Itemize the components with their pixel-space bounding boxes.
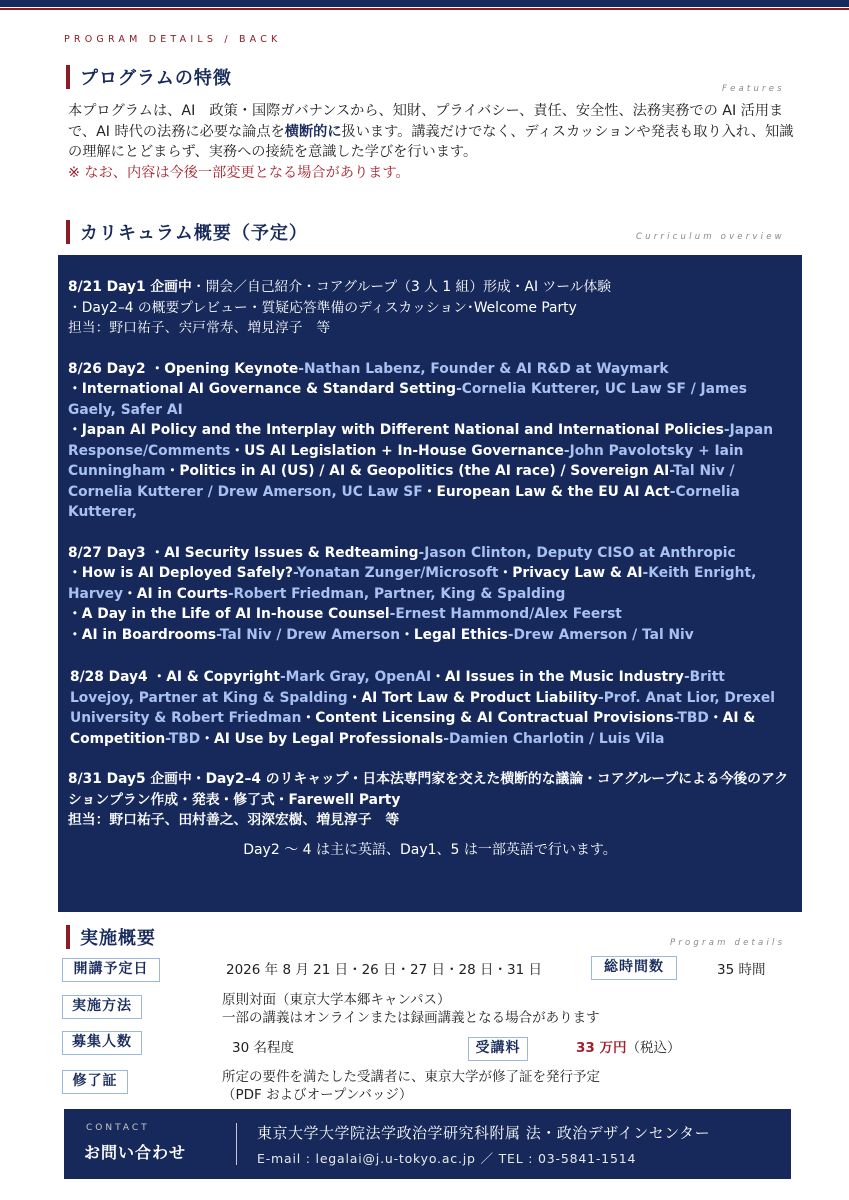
method-label: 実施方法 xyxy=(62,995,142,1019)
contact-organization: 東京大学大学院法学政治学研究科附属 法・政治デザインセンター xyxy=(257,1124,711,1142)
day3-block xyxy=(68,543,792,646)
top-rule-accent xyxy=(0,8,849,10)
hours-label: 総時間数 xyxy=(591,956,677,980)
day5-text: 8/31 Day5 企画中・Day2–4 のリキャップ・日本法専門家を交えた横断的な議論・コアグループによる今後のアクションプラン作成・発表・修了式・Farewell Party xyxy=(68,771,789,808)
cert-line1: 所定の要件を満たした受講者に、東京大学が修了証を発行予定 xyxy=(222,1069,600,1085)
cert-line2: （PDF およびオープンバッジ） xyxy=(222,1087,413,1103)
day3-session: ・AI in Courts xyxy=(123,585,228,602)
day5-staff: 担当：野口祐子、田村善之、羽深宏樹、増見淳子 等 xyxy=(68,812,400,828)
contact-jp-label: お問い合わせ xyxy=(84,1143,187,1162)
day4-speaker: -Damien Charlotin / Luis Vila xyxy=(443,730,665,747)
day4-session: AI & Copyright xyxy=(166,669,280,685)
page-eyebrow: PROGRAM DETAILS / BACK xyxy=(64,34,282,45)
day4-head: 8/28 Day4 ・ xyxy=(70,669,167,685)
day2-speaker: -Nathan Labenz, Founder & AI R&D at Waymark xyxy=(298,360,669,377)
day4-speaker: -Prof. Anat Lior, Drexel University & Robert Friedman xyxy=(70,689,776,726)
day1-line2: ・Day2–4 の概要プレビュー・質疑応答準備のディスカッション･Welcome Party xyxy=(68,299,577,316)
date-label: 開講予定日 xyxy=(62,958,160,982)
day3-speaker: -Keith Enright, Harvey xyxy=(68,565,757,602)
day4-session: ・AI Use by Legal Professionals xyxy=(200,730,444,747)
day3-speaker: -Jason Clinton, Deputy CISO at Anthropic xyxy=(418,544,736,561)
method-line2: 一部の講義はオンラインまたは録画講義となる場合があります xyxy=(222,1010,600,1026)
features-body xyxy=(68,101,796,183)
day4-block xyxy=(68,667,792,749)
day3-session: ・A Day in the Life of AI In-house Counsel xyxy=(68,606,390,622)
day3-session: ・Privacy Law & AI xyxy=(498,565,643,581)
day2-session: ・European Law & the EU AI Act xyxy=(422,483,670,500)
day4-session: ・Content Licensing & AI Contractual Provisions xyxy=(301,710,674,726)
method-line1: 原則対面（東京大学本郷キャンパス） xyxy=(222,992,451,1008)
day4-speaker: -TBD xyxy=(165,730,201,747)
day1-block xyxy=(68,277,792,339)
day4-session: ・AI Issues in the Music Industry xyxy=(431,669,684,685)
day2-speaker: -Cornelia Kutterer, xyxy=(68,483,740,520)
features-title: プログラムの特徴 xyxy=(66,64,232,90)
certificate-label: 修了証 xyxy=(62,1070,128,1094)
day5-block xyxy=(68,769,792,831)
day2-speaker: -Cornelia Kutterer, UC Law SF / James Gaely, Safer AI xyxy=(68,381,747,418)
details-en-label: Program details xyxy=(670,938,786,948)
day3-session: ・Legal Ethics xyxy=(400,626,508,643)
fee-value xyxy=(576,1039,681,1057)
fee-label: 受講料 xyxy=(468,1037,528,1061)
curriculum-title: カリキュラム概要（予定） xyxy=(66,219,308,245)
day3-head: 8/27 Day3 ・ xyxy=(68,544,165,561)
day4-session: ・AI Tort Law & Product Liability xyxy=(347,689,598,706)
day4-speaker: -TBD xyxy=(673,710,709,726)
features-note: ※ なお、内容は今後一部変更となる場合があります。 xyxy=(68,164,410,181)
top-rule xyxy=(0,0,849,7)
day2-speaker: -John Pavolotsky + Iain Cunningham xyxy=(68,442,744,479)
day3-speaker: -Tal Niv / Drew Amerson xyxy=(216,626,401,643)
day2-session: ・International AI Governance & Standard Setting xyxy=(68,381,457,397)
day2-speaker: -Tal Niv / Cornelia Kutterer / Drew Amerson, UC Law SF xyxy=(68,463,735,500)
fee-tax: （税込） xyxy=(626,1040,681,1056)
curriculum-panel xyxy=(58,255,802,912)
fee-price: 33 万円 xyxy=(576,1040,627,1056)
day2-session: ・US AI Legislation + In-House Governance xyxy=(230,442,564,459)
details-title: 実施概要 xyxy=(66,924,156,950)
day2-speaker: -Japan Response/Comments xyxy=(68,422,774,459)
curriculum-language-note: Day2 ～ 4 は主に英語、Day1、5 は一部英語で行います。 xyxy=(243,841,617,858)
day1-staff: 担当：野口祐子、宍戸常寿、増見淳子 等 xyxy=(68,320,331,336)
day4-speaker: -Britt Lovejoy, Partner at King & Spalding xyxy=(70,669,725,706)
day3-session: ・How is AI Deployed Safely? xyxy=(68,565,293,581)
day3-speaker: -Drew Amerson / Tal Niv xyxy=(507,626,694,643)
capacity-value: 30 名程度 xyxy=(232,1040,294,1056)
certificate-value xyxy=(222,1068,600,1104)
day2-block xyxy=(68,359,792,523)
contact-en-label: CONTACT xyxy=(86,1123,150,1133)
day1-head: 8/21 Day1 企画中 xyxy=(68,279,192,295)
curriculum-en-label: Curriculum overview xyxy=(636,232,785,242)
day3-speaker: -Robert Friedman, Partner, King & Spalding xyxy=(227,585,566,602)
contact-bar xyxy=(64,1109,791,1179)
day3-speaker: -Ernest Hammond/Alex Feerst xyxy=(389,606,622,622)
method-value xyxy=(222,991,600,1027)
hours-value: 35 時間 xyxy=(717,962,766,978)
day3-speaker: -Yonatan Zunger/Microsoft xyxy=(293,565,499,581)
date-value: 2026 年 8 月 21 日・26 日・27 日・28 日・31 日 xyxy=(226,962,542,978)
features-text-a: 本プログラムは、AI 政策・国際ガバナンスから、知財、プライバシー、責任、安全性、法務実務での AI 活用まで、AI 時代の法務に必要な論点を xyxy=(68,103,784,140)
day4-speaker: -Mark Gray, OpenAI xyxy=(279,669,432,685)
day2-head: 8/26 Day2 ・ xyxy=(68,360,165,377)
features-en-label: Features xyxy=(722,84,785,94)
day2-session: Opening Keynote xyxy=(164,360,299,377)
day4-session: ・AI & Competition xyxy=(70,710,756,747)
day1-line1: ・開会／自己紹介・コアグループ（3 人 1 組）形成・AI ツール体験 xyxy=(191,279,612,295)
contact-divider xyxy=(236,1123,237,1165)
day3-session: ・AI in Boardrooms xyxy=(68,626,217,643)
features-text-highlight: 横断的に xyxy=(284,123,342,140)
features-text-b: 扱います。講義だけでなく、ディスカッションや発表も取り入れ、知識の理解にとどまらず、実務への接続を意識した学びを行います。 xyxy=(68,123,794,160)
capacity-label: 募集人数 xyxy=(62,1031,142,1055)
day2-session: ・Japan AI Policy and the Interplay with Different National and International Policies xyxy=(68,422,724,438)
day3-session: AI Security Issues & Redteaming xyxy=(164,544,419,561)
day2-session: ・Politics in AI (US) / AI & Geopolitics (the AI race) / Sovereign AI xyxy=(165,463,670,479)
contact-email-phone[interactable]: E-mail : legalai@j.u-tokyo.ac.jp ／ TEL : 03-5841-1514 xyxy=(257,1151,637,1166)
